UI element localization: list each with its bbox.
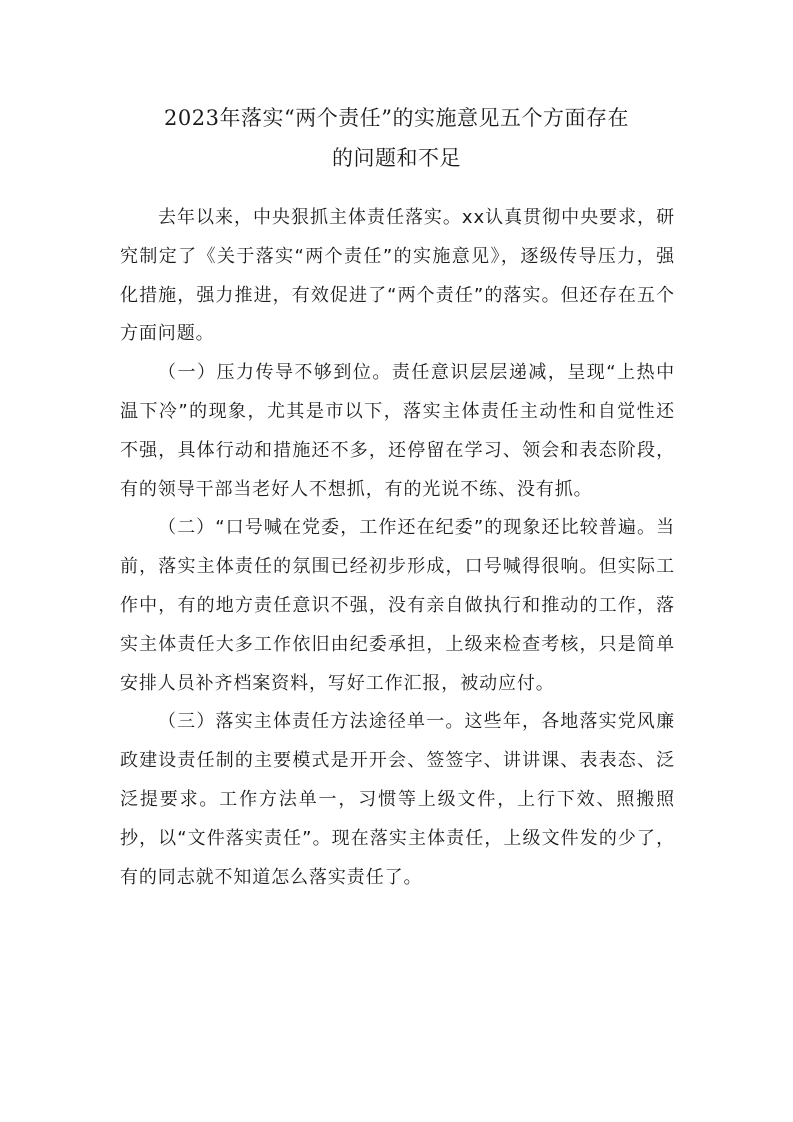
document-body [120, 199, 675, 897]
title-line-2: 的问题和不足 [332, 146, 461, 170]
paragraph-issue-3: （三）落实主体责任方法途径单一。这些年，各地落实党风廉政建设责任制的主要模式是开开会、签签字、讲讲课、表表态、泛泛提要求。工作方法单一，习惯等上级文件，上行下效、照搬照抄，以“文件落实责任”。现在落实主体责任，上级文件发的少了，有的同志就不知道怎么落实责任了。 [120, 711, 675, 888]
title-line-1: 2023年落实“两个责任”的实施意见五个方面存在 [164, 106, 629, 130]
paragraph-intro: 去年以来，中央狠抓主体责任落实。xx认真贯彻中央要求，研究制定了《关于落实“两个责任”的实施意见》，逐级传导压力，强化措施，强力推进，有效促进了“两个责任”的落实。但还存在五个方面问题。 [120, 207, 675, 345]
document-title [100, 98, 693, 178]
paragraph-issue-1: （一）压力传导不够到位。责任意识层层递减，呈现“上热中温下冷”的现象，尤其是市以下，落实主体责任主动性和自觉性还不强，具体行动和措施还不多，还停留在学习、领会和表态阶段，有的领导干部当老好人不想抓，有的光说不练、没有抓。 [120, 362, 675, 500]
paragraph-issue-2: （二）“口号喊在党委，工作还在纪委”的现象还比较普遍。当前，落实主体责任的氛围已经初步形成，口号喊得很响。但实际工作中，有的地方责任意识不强，没有亲自做执行和推动的工作，落实主体责任大多工作依旧由纪委承担，上级来检查考核，只是简单安排人员补齐档案资料，写好工作汇报，被动应付。 [120, 517, 675, 694]
